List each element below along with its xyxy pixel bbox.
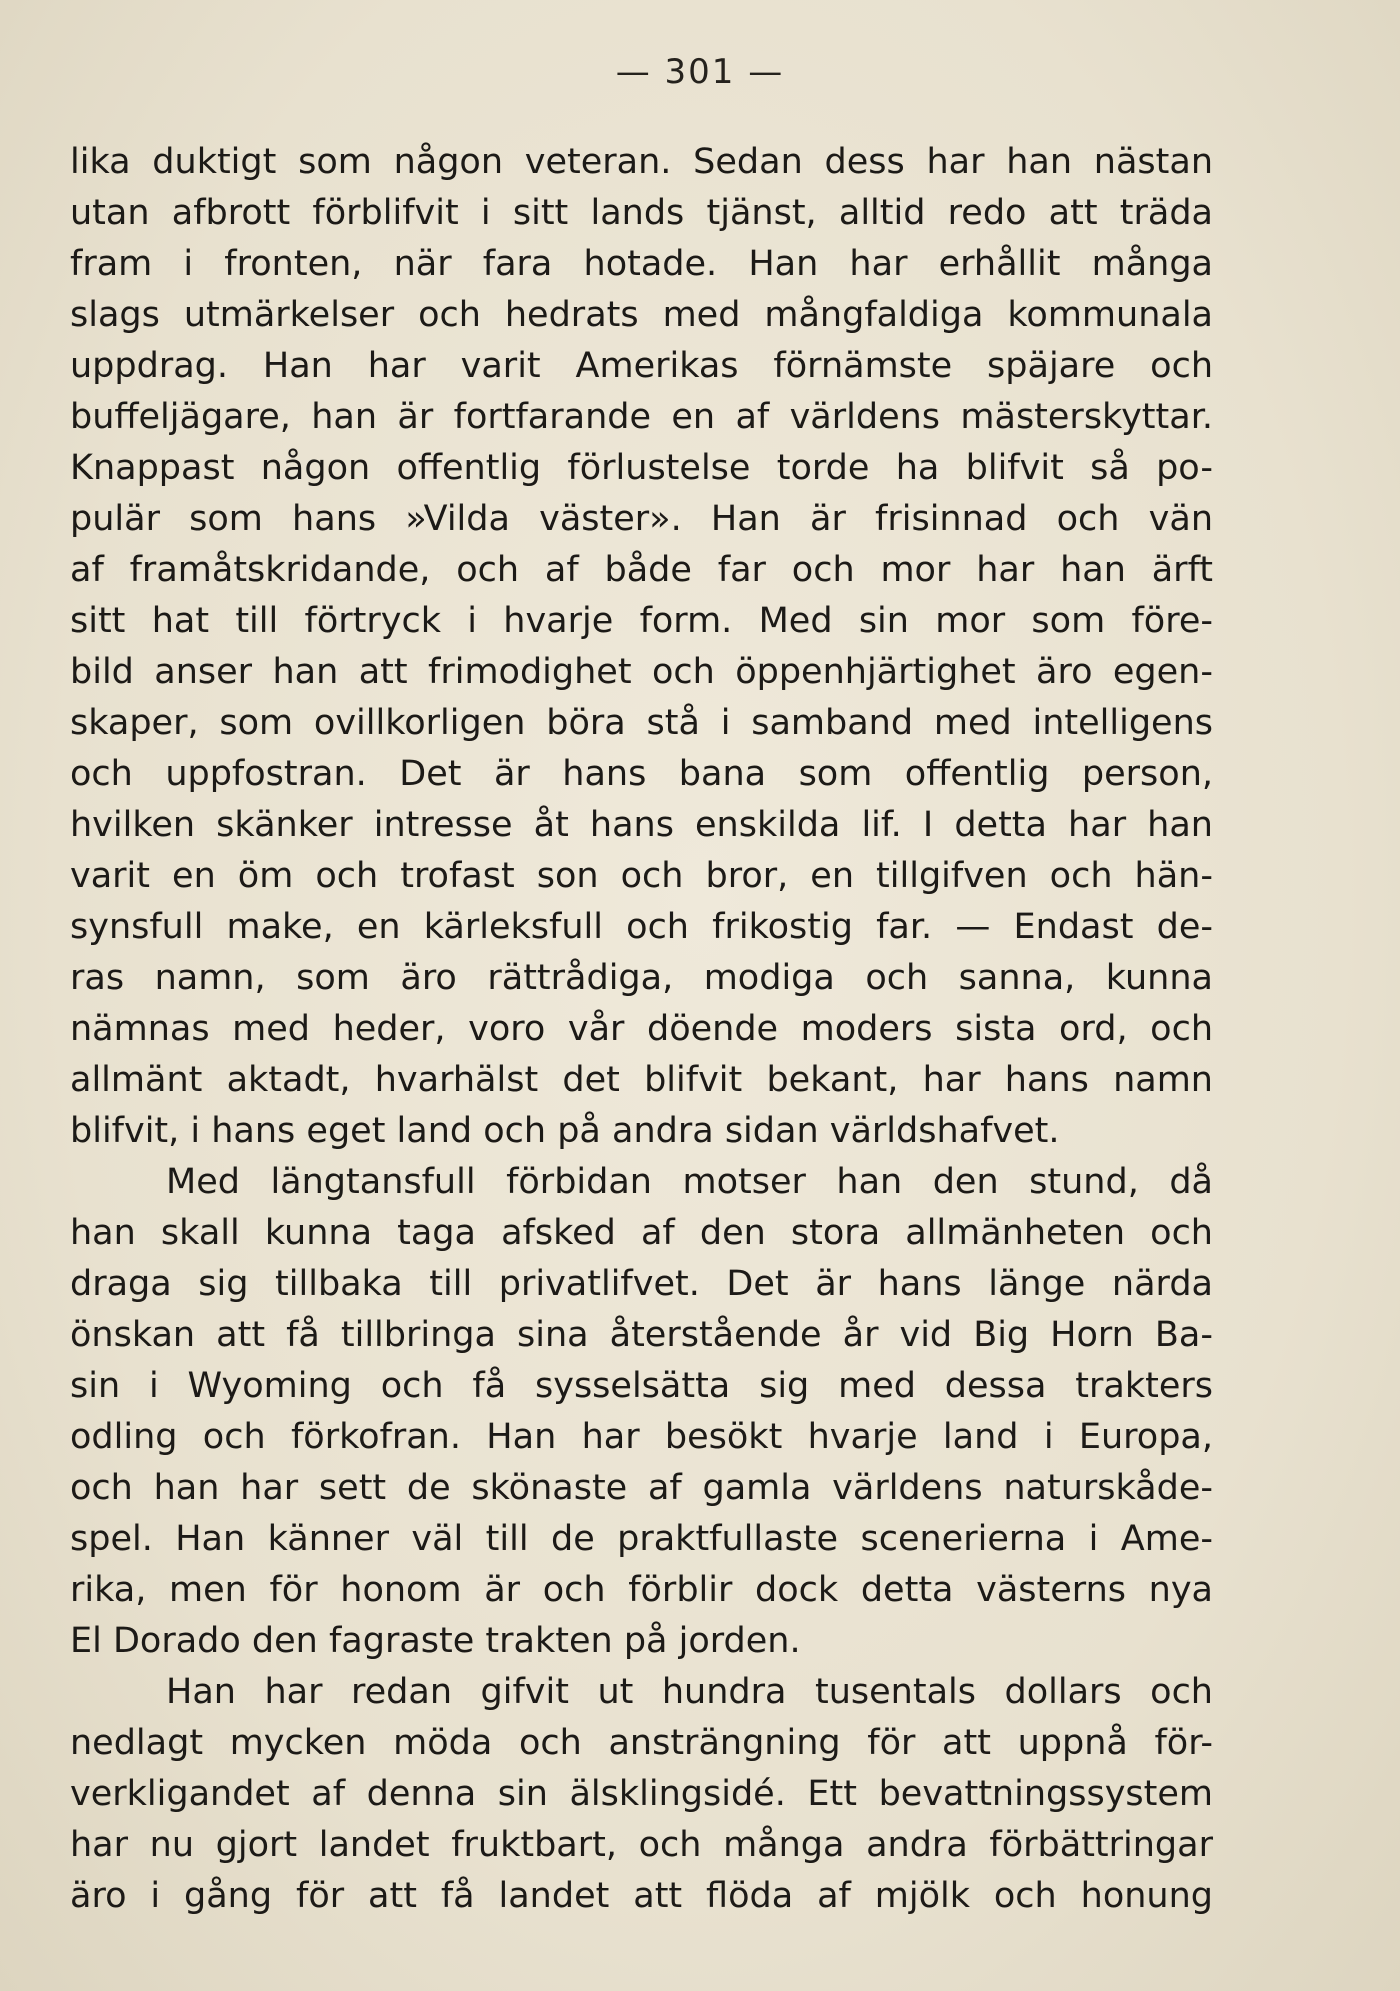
text-line: och uppfostran. Det är hans bana som offentlig person,: [70, 754, 1213, 794]
text-line: ras namn, som äro rättrådiga, modiga och sanna, kunna: [70, 958, 1213, 998]
text-line: rika, men för honom är och förblir dock detta västerns nya: [70, 1570, 1213, 1610]
text-line: önskan att få tillbringa sina återstående år vid Big Horn Ba-: [70, 1315, 1213, 1355]
text-line: fram i fronten, när fara hotade. Han har erhållit många: [70, 244, 1213, 284]
text-line: han skall kunna taga afsked af den stora allmänheten och: [70, 1213, 1213, 1253]
text-line: varit en öm och trofast son och bror, en tillgifven och hän-: [70, 856, 1213, 896]
text-line: bild anser han att frimodighet och öppenhjärtighet äro egen-: [70, 652, 1213, 692]
text-line: skaper, som ovillkorligen böra stå i samband med intelligens: [70, 703, 1213, 743]
text-line: El Dorado den fagraste trakten på jorden.: [70, 1621, 801, 1661]
text-line: uppdrag. Han har varit Amerikas förnämste späjare och: [70, 346, 1213, 386]
text-line: lika duktigt som någon veteran. Sedan dess har han nästan: [70, 142, 1213, 182]
text-line: nämnas med heder, voro vår döende moders sista ord, och: [70, 1009, 1213, 1049]
text-line: utan afbrott förblifvit i sitt lands tjänst, alltid redo att träda: [70, 193, 1213, 233]
text-line: sitt hat till förtryck i hvarje form. Med sin mor som före-: [70, 601, 1213, 641]
text-line: blifvit, i hans eget land och på andra sidan världshafvet.: [70, 1111, 1060, 1151]
text-line: buffeljägare, han är fortfarande en af världens mästerskyttar.: [70, 397, 1213, 437]
text-line: synsfull make, en kärleksfull och frikostig far. — Endast de-: [70, 907, 1213, 947]
paragraph-start-line: Med längtansfull förbidan motser han den stund, då: [166, 1162, 1213, 1202]
text-line: af framåtskridande, och af både far och mor har han ärft: [70, 550, 1213, 590]
page-number: — 301 —: [615, 52, 785, 92]
text-line: slags utmärkelser och hedrats med mångfaldiga kommunala: [70, 295, 1213, 335]
text-line: allmänt aktadt, hvarhälst det blifvit bekant, har hans namn: [70, 1060, 1213, 1100]
text-line: odling och förkofran. Han har besökt hvarje land i Europa,: [70, 1417, 1213, 1457]
paragraph-start-line: Han har redan gifvit ut hundra tusentals dollars och: [166, 1672, 1213, 1712]
text-line: pulär som hans »Vilda väster». Han är frisinnad och vän: [70, 499, 1213, 539]
text-line: verkligandet af denna sin älsklingsidé. Ett bevattningssystem: [70, 1774, 1213, 1814]
text-line: har nu gjort landet fruktbart, och många andra förbättringar: [70, 1825, 1213, 1865]
text-line: nedlagt mycken möda och ansträngning för att uppnå för-: [70, 1723, 1213, 1763]
text-line: hvilken skänker intresse åt hans enskilda lif. I detta har han: [70, 805, 1213, 845]
text-line: och han har sett de skönaste af gamla världens naturskåde-: [70, 1468, 1213, 1508]
text-line: spel. Han känner väl till de praktfullaste scenerierna i Ame-: [70, 1519, 1213, 1559]
text-line: äro i gång för att få landet att flöda af mjölk och honung: [70, 1876, 1213, 1916]
text-line: sin i Wyoming och få sysselsätta sig med dessa trakters: [70, 1366, 1213, 1406]
text-line: Knappast någon offentlig förlustelse torde ha blifvit så po-: [70, 448, 1213, 488]
text-line: draga sig tillbaka till privatlifvet. Det är hans länge närda: [70, 1264, 1213, 1304]
